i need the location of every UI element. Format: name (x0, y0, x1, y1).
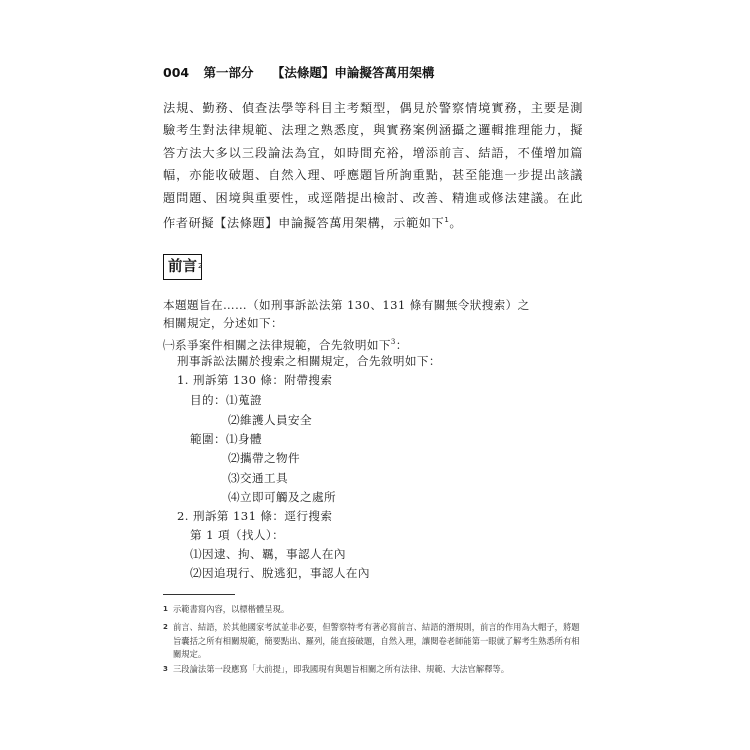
body-line: 本題題旨在……（如刑事訴訟法第 130、131 條有關無令狀搜索）之 (163, 298, 530, 312)
list-item: ⑵維護人員安全 (228, 413, 312, 427)
intro-end: 。 (449, 216, 463, 231)
footnote-ref-2[interactable]: 2 (198, 262, 203, 270)
footnote-text: 示範書寫內容，以標楷體呈現。 (173, 604, 290, 614)
list-item: 目的：⑴蒐證 (190, 393, 262, 407)
footnote-1 (163, 603, 583, 617)
footnote-text: 三段論法第一段應寫「大前提」，即我國現有與題旨相關之所有法律、規範、大法官解釋等。 (173, 664, 510, 674)
body-line (163, 333, 408, 354)
list-item: ⑷立即可觸及之處所 (228, 490, 336, 504)
body-line: 刑事訴訟法關於搜索之相關規定，合先敘明如下： (177, 354, 441, 368)
list-item: 2. 刑訴第 131 條：逕行搜索 (177, 509, 333, 523)
running-header (163, 63, 434, 81)
section-heading: 前言 (163, 254, 202, 280)
footnote-number: 1 (163, 605, 168, 613)
footnote-2 (163, 621, 583, 662)
footnote-number: 3 (163, 665, 168, 673)
intro-paragraph (163, 97, 583, 235)
list-item: ⑵因追現行、脫逃犯，事認人在內 (190, 566, 370, 580)
footnote-3 (163, 663, 583, 677)
list-item: ⑴因逮、拘、羈，事認人在內 (190, 547, 346, 561)
list-item: 第 1 項（找人）： (190, 528, 285, 542)
page-number: 004 (163, 65, 190, 80)
part-label: 第一部分 (203, 65, 254, 80)
footnote-divider (163, 594, 235, 595)
body-line-text: ㈠系爭案件相關之法律規範，合先敘明如下 (163, 337, 391, 352)
footnote-ref-3[interactable]: 3 (390, 338, 396, 346)
intro-text: 法規、勤務、偵查法學等科目主考類型，偶見於警察情境實務，主要是測驗考生對法律規範、法理之熟悉度，與實務案例涵攝之邏輯推理能力，擬答方法大多以三段論法為宜，如時間充裕，增添前言、結語，不僅增加篇幅，亦能收破題、自然入理、呼應題旨所詢重點，甚至能進一步提出該議題問題、困境與重要性，或逕階提出檢討、改善、精進或修法建議。在此作者研擬【法條題】申論擬答萬用架構，示範如下 (163, 101, 583, 231)
list-item: 範圍：⑴身體 (190, 432, 262, 446)
footnote-text: 前言、結語，於其他國家考試並非必要，但警察特考有著必寫前言、結語的潛規則，前言的作用為大帽子，將題旨囊括之所有相關規範，簡要點出、羅列，能直接破題，自然入理，讓閱卷老師能第一眼就了解考生熟悉所有相關規定。 (173, 622, 580, 659)
footnote-ref-1[interactable]: 1 (444, 216, 450, 225)
list-item: 1. 刑訴第 130 條：附帶搜索 (177, 373, 333, 387)
list-item: ⑶交通工具 (228, 471, 288, 485)
chapter-title: 【法條題】申論擬答萬用架構 (271, 65, 435, 80)
body-line-end: ： (395, 337, 408, 352)
footnote-number: 2 (163, 623, 168, 631)
list-item: ⑵攜帶之物件 (228, 451, 300, 465)
body-line: 相關規定，分述如下： (163, 316, 283, 330)
